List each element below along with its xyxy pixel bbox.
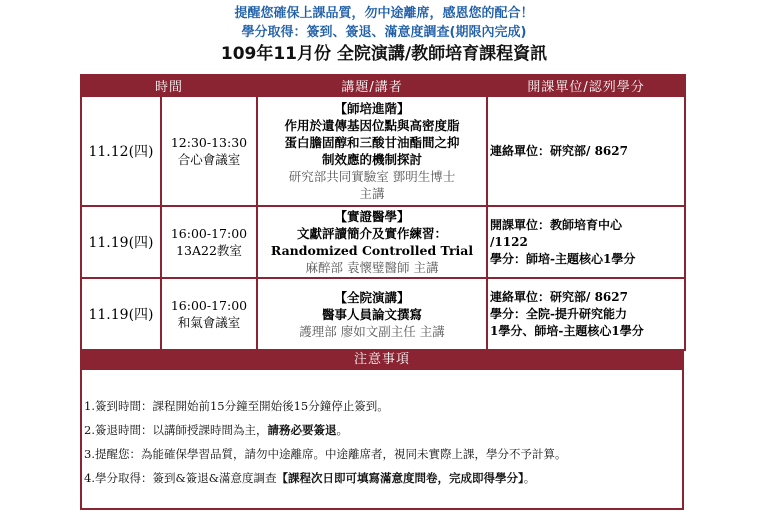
course-time: 16:00-17:00 bbox=[170, 226, 248, 241]
notice-line-2: 學分取得：簽到、簽退、滿意度調查(期限內完成) bbox=[241, 25, 527, 40]
course-location: 13A22教室 bbox=[176, 243, 242, 258]
course-category: 【師培進階】 bbox=[334, 101, 410, 116]
course-unit bbox=[487, 96, 685, 206]
course-speaker: 護理部 廖如文副主任 主講 bbox=[299, 323, 445, 339]
unit-line: /1122 bbox=[490, 234, 528, 249]
course-category: 【實證醫學】 bbox=[334, 209, 410, 224]
course-title-line: 文獻評讀簡介及實作練習： bbox=[297, 226, 448, 241]
note-item-4 bbox=[84, 470, 535, 486]
unit-line: 學分：全院-提升研究能力 bbox=[490, 306, 627, 321]
course-title-line: 醫事人員論文撰寫 bbox=[322, 306, 423, 322]
note-text: 4.學分取得：簽到&簽退&滿意度調查 bbox=[84, 471, 277, 485]
course-speaker: 麻醉部 袁懷璧醫師 主講 bbox=[305, 260, 439, 275]
note-text: 。 bbox=[523, 471, 536, 485]
course-title-line: 制效應的機制探討 bbox=[322, 152, 423, 167]
course-title-line: Randomized Controlled Trial bbox=[270, 243, 474, 258]
course-title-line: 蛋白膽固醇和三酸甘油酯間之抑 bbox=[284, 135, 460, 150]
header-unit: 開課單位/認列學分 bbox=[487, 75, 685, 96]
note-emphasis: 請務必要簽退 bbox=[267, 423, 337, 437]
note-item-2 bbox=[84, 422, 348, 438]
unit-line: 連絡單位：研究部/ 8627 bbox=[490, 289, 628, 304]
course-unit bbox=[487, 206, 685, 278]
notice-line-1: 提醒您確保上課品質，勿中途離席，感恩您的配合！ bbox=[234, 6, 534, 21]
unit-line: 學分：師培-主題核心1學分 bbox=[490, 251, 636, 266]
course-location: 合心會議室 bbox=[177, 152, 241, 167]
header-topic: 講題/講者 bbox=[257, 75, 487, 96]
note-emphasis: 【課程次日即可填寫滿意度問卷，完成即得學分】 bbox=[276, 471, 524, 485]
course-time: 12:30-13:30 bbox=[170, 135, 248, 150]
course-location: 和氣會議室 bbox=[177, 315, 241, 330]
course-speaker: 主講 bbox=[359, 186, 385, 201]
notes-box bbox=[80, 370, 684, 510]
course-unit bbox=[487, 278, 685, 350]
note-item-1: 1.簽到時間：課程開始前15分鐘至開始後15分鐘停止簽到。 bbox=[84, 399, 389, 413]
unit-line: 1學分、師培-主題核心1學分 bbox=[490, 323, 644, 338]
course-date: 11.12(四) bbox=[81, 96, 161, 206]
course-topic bbox=[257, 96, 487, 206]
course-category: 【全院演講】 bbox=[334, 289, 410, 305]
note-item-3: 3.提醒您：為能確保學習品質，請勿中途離席。中途離席者，視同未實際上課，學分不予計算。 bbox=[84, 447, 567, 461]
course-date: 11.19(四) bbox=[81, 278, 161, 350]
note-text: 。 bbox=[336, 423, 348, 437]
course-speaker: 研究部共同實驗室 鄧明生博士 bbox=[288, 169, 456, 184]
course-time: 16:00-17:00 bbox=[170, 298, 248, 313]
schedule-table bbox=[80, 74, 686, 351]
table-row bbox=[81, 206, 685, 278]
unit-line: 連絡單位：研究部/ 8627 bbox=[490, 143, 628, 158]
table-row bbox=[81, 96, 685, 206]
table-row bbox=[81, 278, 685, 350]
course-date: 11.19(四) bbox=[81, 206, 161, 278]
course-time-location bbox=[161, 96, 257, 206]
notes-heading: 注意事項 bbox=[80, 350, 684, 370]
course-title-line: 作用於遺傳基因位點與高密度脂 bbox=[284, 118, 460, 133]
unit-line: 開課單位：教師培育中心 bbox=[490, 217, 623, 232]
course-time-location bbox=[161, 206, 257, 278]
course-time-location bbox=[161, 278, 257, 350]
note-text: 2.簽退時間：以講師授課時間為主， bbox=[84, 423, 268, 437]
course-topic bbox=[257, 206, 487, 278]
course-topic bbox=[257, 278, 487, 350]
page-title: 109年11月份 全院演講/教師培育課程資訊 bbox=[220, 44, 548, 64]
header-time: 時間 bbox=[81, 75, 257, 96]
